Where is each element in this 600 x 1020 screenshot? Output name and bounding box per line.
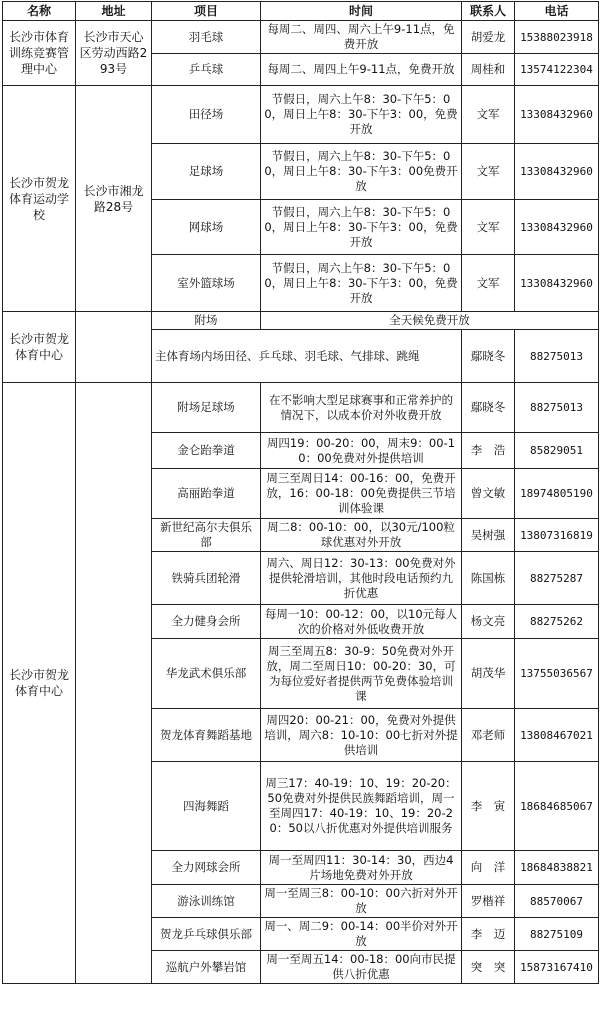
- phone-cell: 18974805190: [515, 469, 599, 519]
- contact-cell: 邓老师: [462, 709, 515, 762]
- time-cell: 节假日，周六上午8：30-下午5：00，周日上午8：30-下午3：00，免费开放: [261, 86, 462, 144]
- header-time: 时间: [261, 2, 462, 21]
- phone-cell: 13308432960: [515, 144, 599, 200]
- item-cell: 田径场: [152, 86, 261, 144]
- time-cell: 在不影响大型足球赛事和正常养护的情况下，以成本价对外收费开放: [261, 383, 462, 433]
- header-contact: 联系人: [462, 2, 515, 21]
- contact-cell: 曾文敏: [462, 469, 515, 519]
- phone-cell: 15388023918: [515, 21, 599, 54]
- venue-name-cell: 长沙市贺龙体育中心: [3, 383, 76, 984]
- table-row: [3, 383, 599, 433]
- contact-cell: 突 突: [462, 951, 515, 984]
- header-phone: 电话: [515, 2, 599, 21]
- venue-address-cell: 长沙市湘龙路28号: [76, 86, 152, 312]
- venue-address-cell: [76, 312, 152, 383]
- venue-name-cell: 长沙市贺龙体育中心: [3, 312, 76, 383]
- item-cell: 羽毛球: [152, 21, 261, 54]
- time-cell: 节假日，周六上午8：30-下午5：00，周日上午8：30-下午3：00，免费开放: [261, 200, 462, 255]
- phone-cell: 18684838821: [515, 851, 599, 885]
- time-cell: 周一至周三8：00-10：00六折对外开放: [261, 885, 462, 918]
- phone-cell: 18684685067: [515, 762, 599, 851]
- venue-name-cell: 长沙市贺龙体育运动学校: [3, 86, 76, 312]
- time-cell: 周四20：00-21：00，免费对外提供培训，周六8：10-10：00七折对外提供培训: [261, 709, 462, 762]
- time-cell: 周三至周五8：30-9：50免费对外开放，周二至周日10：00-20：30，可为每位爱好者提供两节免费体验培训课: [261, 639, 462, 709]
- venue-address-cell: 长沙市天心区劳动西路293号: [76, 21, 152, 86]
- item-cell: 足球场: [152, 144, 261, 200]
- item-cell: 高丽跆拳道: [152, 469, 261, 519]
- phone-cell: 13807316819: [515, 519, 599, 552]
- time-cell: 每周二、周四、周六上午9-11点，免费开放: [261, 21, 462, 54]
- table-row: [3, 312, 599, 330]
- phone-cell: 88275262: [515, 605, 599, 639]
- contact-cell: 文军: [462, 86, 515, 144]
- venue-name-cell: 长沙市体育训练竞赛管理中心: [3, 21, 76, 86]
- item-cell: 贺龙乒乓球俱乐部: [152, 918, 261, 951]
- contact-cell: 杨文亮: [462, 605, 515, 639]
- time-cell: 周四19：00-20：00，周末9：00-10：00免费对外提供培训: [261, 433, 462, 469]
- item-cell: 附场: [152, 312, 261, 330]
- contact-cell: 鄢晓冬: [462, 330, 515, 383]
- item-cell: 华龙武术俱乐部: [152, 639, 261, 709]
- contact-cell: 李 迈: [462, 918, 515, 951]
- contact-cell: 陈国栋: [462, 552, 515, 605]
- contact-cell: 李 寅: [462, 762, 515, 851]
- contact-cell: 文军: [462, 144, 515, 200]
- item-cell: 室外篮球场: [152, 255, 261, 312]
- item-cell: 金仑跆拳道: [152, 433, 261, 469]
- table-body: [3, 21, 599, 984]
- contact-cell: 胡爱龙: [462, 21, 515, 54]
- contact-cell: 胡茂华: [462, 639, 515, 709]
- contact-cell: 吴树强: [462, 519, 515, 552]
- item-cell: 巡航户外攀岩馆: [152, 951, 261, 984]
- header-address: 地址: [76, 2, 152, 21]
- item-cell: 全力健身会所: [152, 605, 261, 639]
- phone-cell: 13308432960: [515, 255, 599, 312]
- item-cell: 铁骑兵团轮滑: [152, 552, 261, 605]
- time-cell: 全天候免费开放: [261, 312, 599, 330]
- item-cell: 网球场: [152, 200, 261, 255]
- item-cell: 乒乓球: [152, 54, 261, 86]
- time-cell: 节假日，周六上午8：30-下午5：00，周日上午8：30-下午3：00免费开放: [261, 144, 462, 200]
- item-cell: 新世纪高尔夫俱乐部: [152, 519, 261, 552]
- header-item: 项目: [152, 2, 261, 21]
- phone-cell: 15873167410: [515, 951, 599, 984]
- time-cell: 周六、周日12：30-13：00免费对外提供轮滑培训，其他时段电话预约九折优惠: [261, 552, 462, 605]
- phone-cell: 13574122304: [515, 54, 599, 86]
- contact-cell: 鄢晓冬: [462, 383, 515, 433]
- time-cell: 周一至周四11：30-14：30，西边4片场地免费对外开放: [261, 851, 462, 885]
- phone-cell: 85829051: [515, 433, 599, 469]
- time-cell: 周一、周二9：00-14：00半价对外开放: [261, 918, 462, 951]
- contact-cell: 向 洋: [462, 851, 515, 885]
- table-row: [3, 21, 599, 54]
- venue-table: [2, 1, 599, 984]
- phone-cell: 88275013: [515, 383, 599, 433]
- phone-cell: 88275013: [515, 330, 599, 383]
- phone-cell: 13755036567: [515, 639, 599, 709]
- item-cell: 游泳训练馆: [152, 885, 261, 918]
- phone-cell: 88570067: [515, 885, 599, 918]
- phone-cell: 13308432960: [515, 200, 599, 255]
- contact-cell: 罗楷祥: [462, 885, 515, 918]
- item-cell: 附场足球场: [152, 383, 261, 433]
- venue-address-cell: [76, 383, 152, 984]
- table-row: [3, 86, 599, 144]
- contact-cell: 李 浩: [462, 433, 515, 469]
- item-cell: 四海舞蹈: [152, 762, 261, 851]
- item-cell: 主体育场内场田径、乒乓球、羽毛球、气排球、跳绳: [152, 330, 462, 383]
- phone-cell: 13308432960: [515, 86, 599, 144]
- phone-cell: 13808467021: [515, 709, 599, 762]
- item-cell: 全力网球会所: [152, 851, 261, 885]
- time-cell: 周一至周五14：00-18：00向市民提供八折优惠: [261, 951, 462, 984]
- phone-cell: 88275109: [515, 918, 599, 951]
- contact-cell: 文军: [462, 200, 515, 255]
- header-row: [3, 2, 599, 21]
- time-cell: 节假日，周六上午8：30-下午5：00，周日上午8：30-下午3：00，免费开放: [261, 255, 462, 312]
- phone-cell: 88275287: [515, 552, 599, 605]
- time-cell: 每周二、周四上午9-11点，免费开放: [261, 54, 462, 86]
- contact-cell: 文军: [462, 255, 515, 312]
- time-cell: 周三至周日14：00-16：00，免费开放，16：00-18：00免费提供三节培训体验课: [261, 469, 462, 519]
- contact-cell: 周桂和: [462, 54, 515, 86]
- item-cell: 贺龙体育舞蹈基地: [152, 709, 261, 762]
- time-cell: 周二8：00-10：00，以30元/100粒球优惠对外开放: [261, 519, 462, 552]
- time-cell: 每周一10：00-12：00，以10元每人次的价格对外低收费开放: [261, 605, 462, 639]
- header-name: 名称: [3, 2, 76, 21]
- time-cell: 周三17：40-19：10、19：20-20：50免费对外提供民族舞蹈培训，周一至周四17：40-19：10、19：20-20：50以八折优惠对外提供培训服务: [261, 762, 462, 851]
